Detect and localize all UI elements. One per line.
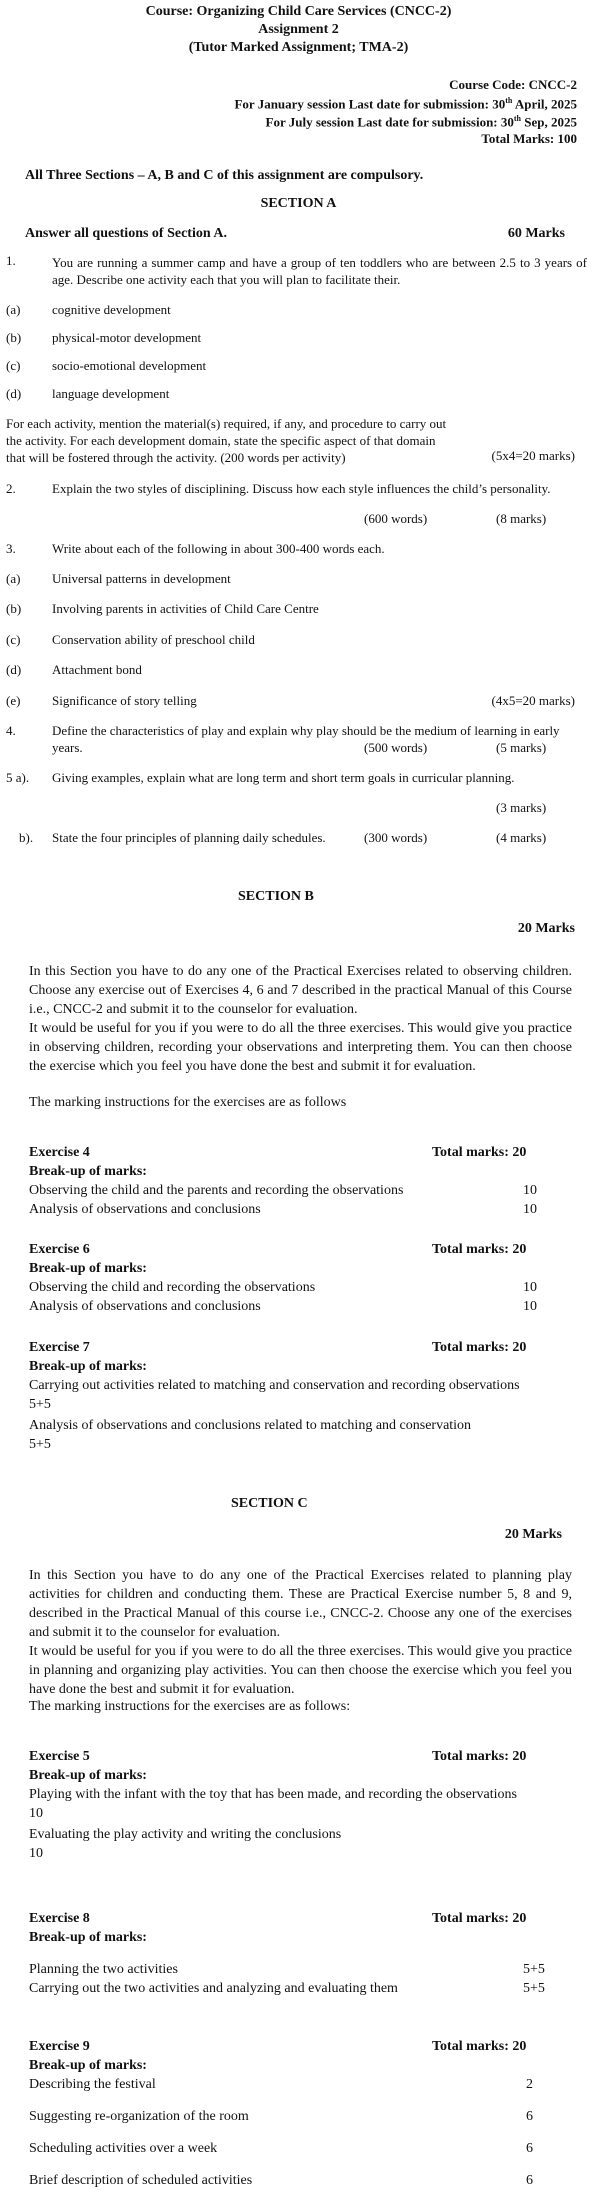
exercise-9-title: Exercise 9 [29,2039,90,2054]
breakup-mark: 10 [523,1183,537,1198]
section-b-para-2: It would be useful for you if you were to do all the three exercises. This would give you practice in observing children, recording your observations and interpreting them. You can then choose the exercise which you feel you have done the best and submit it for evaluation. [29,1021,572,1074]
assignment-number: Assignment 2 [258,22,339,37]
section-b-title: SECTION B [238,889,314,904]
section-c-para-2: It would be useful for you if you were to do all the three exercises. This would give you practice in planning and organizing play activities. You can then choose the exercise which you feel you have done the best and submit it for evaluation. [29,1644,572,1697]
breakup-row: Planning the two activities [29,1962,178,1977]
breakup-row: Scheduling activities over a week [29,2141,218,2156]
breakup-mark: 2 [526,2077,533,2092]
q5a-text: Giving examples, explain what are long term and short term goals in curricular planning. [52,770,515,785]
july-deadline: For July session Last date for submission: 30th Sep, 2025 [265,114,577,130]
q3-marks: (4x5=20 marks) [491,693,575,708]
q3-item-label: (e) [6,693,21,708]
breakup-mark: 10 [523,1280,537,1295]
q4-marks: (5 marks) [496,740,547,755]
breakup-mark: 10 [523,1299,537,1314]
q3-item-text: Involving parents in activities of Child Care Centre [52,601,319,616]
breakup-mark: 6 [526,2109,533,2124]
q4-text: Define the characteristics of play and explain why play should be the medium of learning in early [52,723,560,738]
exercise-6-title: Exercise 6 [29,1242,90,1257]
exercise-7-total: Total marks: 20 [432,1340,527,1355]
exercise-9-total: Total marks: 20 [432,2039,527,2054]
exercise-7-title: Exercise 7 [29,1340,90,1355]
breakup-row: Describing the festival [29,2077,156,2092]
section-c-marks: 20 Marks [504,1527,562,1542]
q2-marks: (8 marks) [496,511,547,526]
section-a-instruction: Answer all questions of Section A. [25,226,227,241]
q3-item-text: Universal patterns in development [52,571,231,586]
breakup-mark: 6 [526,2173,533,2188]
exercise-7-breakup: Break-up of marks: [29,1359,147,1374]
section-c-para-3: The marking instructions for the exercises are as follows: [29,1699,351,1714]
exercise-4-title: Exercise 4 [29,1145,90,1160]
section-b-marks: 20 Marks [517,921,575,936]
breakup-row: Observing the child and the parents and recording the observations [29,1183,404,1198]
breakup-row: Carrying out the two activities and analyzing and evaluating them [29,1981,398,1996]
section-c-para-1: In this Section you have to do any one of the Practical Exercises related to planning play activities for children and conducting them. These are Practical Exercise number 5, 8 and 9, described in the Practical Manual of this course i.e., CNCC-2. Choose any one of the exercises and submit it to the counselor for evaluation. [29,1568,572,1640]
q3-number: 3. [6,541,16,556]
breakup-mark: 10 [29,1846,43,1861]
breakup-mark: 5+5 [29,1437,51,1452]
breakup-row: Playing with the infant with the toy that has been made, and recording the observations [29,1787,517,1802]
exercise-9-breakup: Break-up of marks: [29,2058,147,2073]
exercise-6-breakup: Break-up of marks: [29,1261,147,1276]
q1-number: 1. [6,253,16,268]
q4-word-limit: (500 words) [364,740,428,755]
exercise-8-total: Total marks: 20 [432,1911,527,1926]
q5b-marks: (4 marks) [496,830,547,845]
q1-item-text: cognitive development [52,302,171,317]
q5a-marks: (3 marks) [496,800,547,815]
breakup-row: Analysis of observations and conclusions [29,1202,261,1217]
q5b-text: State the four principles of planning daily schedules. [52,830,326,845]
q1-item-label: (c) [6,358,21,373]
q1-marks: (5x4=20 marks) [491,448,575,463]
breakup-row: Observing the child and recording the observations [29,1280,316,1295]
q1-item-label: (b) [6,330,22,345]
breakup-row: Carrying out activities related to matching and conservation and recording observations [29,1378,520,1393]
q5b-word-limit: (300 words) [364,830,428,845]
january-deadline: For January session Last date for submission: 30th April, 2025 [234,96,577,112]
exercise-5-total: Total marks: 20 [432,1749,527,1764]
q3-item-text: Attachment bond [52,662,142,677]
exercise-4-breakup: Break-up of marks: [29,1164,147,1179]
exercise-5-breakup: Break-up of marks: [29,1768,147,1783]
course-title: Course: Organizing Child Care Services (CNCC-2) [145,4,452,19]
q2-word-limit: (600 words) [364,511,428,526]
breakup-row: Brief description of scheduled activities [29,2173,253,2188]
section-c-title: SECTION C [231,1496,308,1511]
section-a-marks: 60 Marks [507,226,565,241]
q3-item-text: Significance of story telling [52,693,197,708]
q4-text-continued: years. [52,740,83,755]
q1-item-text: socio-emotional development [52,358,207,373]
q5a-number: 5 a). [6,770,30,785]
breakup-mark: 6 [526,2141,533,2156]
exercise-5-title: Exercise 5 [29,1749,90,1764]
breakup-mark: 10 [523,1202,537,1217]
q1-item-label: (d) [6,386,22,401]
tma-label: (Tutor Marked Assignment; TMA-2) [188,40,409,55]
q3-item-label: (c) [6,632,21,647]
q1-item-text: physical-motor development [52,330,202,345]
breakup-mark: 5+5 [523,1981,545,1996]
exercise-8-breakup: Break-up of marks: [29,1930,147,1945]
section-a-title: SECTION A [260,196,337,211]
breakup-row: Evaluating the play activity and writing the conclusions [29,1827,342,1842]
q2-text: Explain the two styles of disciplining. Discuss how each style influences the child’s personality. [52,481,551,496]
q3-item-text: Conservation ability of preschool child [52,632,255,647]
q1-instructions: For each activity, mention the material(s) required, if any, and procedure to carry out the activity. For each development domain, state the specific aspect of that domain that will be fostered through the activity. (200 words per activity) [6,416,447,465]
q1-item-label: (a) [6,302,21,317]
breakup-row: Suggesting re-organization of the room [29,2109,249,2124]
course-code: Course Code: CNCC-2 [449,77,577,92]
q3-item-label: (b) [6,601,22,616]
section-b-para-1: In this Section you have to do any one of the Practical Exercises related to observing children. Choose any exercise out of Exercises 4, 6 and 7 described in the practical Manual of this Course i.e., CNCC-2 and submit it to the counselor for evaluation. [29,964,572,1017]
q3-item-label: (a) [6,571,21,586]
breakup-row: Analysis of observations and conclusions related to matching and conservation [29,1418,472,1433]
q3-text: Write about each of the following in about 300-400 words each. [52,541,385,556]
q2-number: 2. [6,481,16,496]
q1-text: You are running a summer camp and have a group of ten toddlers who are between 2.5 to 3 years of age. Describe one activity each that you will plan to facilitate their. [52,255,587,287]
breakup-mark: 10 [29,1806,43,1821]
breakup-mark: 5+5 [523,1962,545,1977]
compulsory-note: All Three Sections – A, B and C of this assignment are compulsory. [25,168,424,183]
q3-item-label: (d) [6,662,22,677]
q1-item-text: language development [52,386,170,401]
exercise-4-total: Total marks: 20 [432,1145,527,1160]
section-b-para-3: The marking instructions for the exercises are as follows [29,1095,347,1110]
exercise-8-title: Exercise 8 [29,1911,90,1926]
exercise-6-total: Total marks: 20 [432,1242,527,1257]
total-marks: Total Marks: 100 [481,131,577,146]
breakup-row: Analysis of observations and conclusions [29,1299,261,1314]
q5b-number: b). [19,830,34,845]
q4-number: 4. [6,723,16,738]
breakup-mark: 5+5 [29,1397,51,1412]
